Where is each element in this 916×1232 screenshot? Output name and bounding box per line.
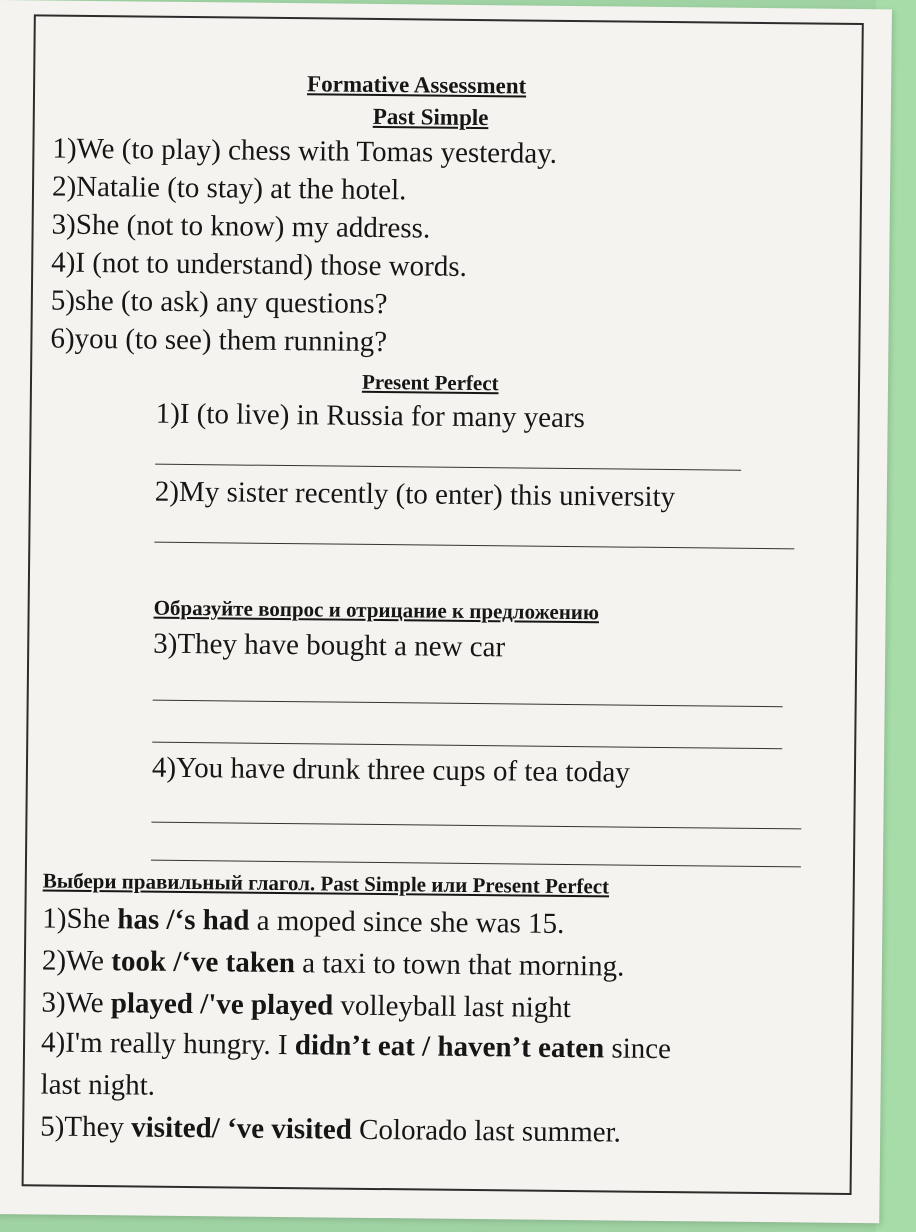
item-text: last night. (40, 1068, 156, 1102)
list-item (42, 902, 564, 940)
item-text: Colorado last summer. (351, 1113, 622, 1149)
item-text: a moped since she was 15. (249, 904, 565, 940)
list-item (42, 944, 625, 983)
list-item: 3)She (not to know) my address. (51, 208, 431, 245)
item-text: 2)We (41, 944, 112, 978)
list-item: 6)you (to see) them running? (50, 322, 388, 359)
list-item (41, 986, 571, 1025)
list-item: 4)I (not to understand) those words. (51, 246, 467, 283)
list-item: 1)We (to play) chess with Tomas yesterday. (52, 132, 558, 170)
item-text: a taxi to town that morning. (294, 947, 625, 983)
verb-choice: didn’t eat / haven’t eaten (294, 1029, 605, 1065)
section-heading-choose-verb: Выбери правильный глагол. Past Simple или Present Perfect (42, 868, 610, 899)
list-item (40, 1068, 155, 1102)
item-text: since (604, 1032, 672, 1066)
item-text: 4)I'm really hungry. I (40, 1026, 296, 1062)
list-item: 3)They have bought a new car (153, 627, 506, 664)
verb-choice: has /‘s had (117, 903, 250, 937)
section-heading-present-perfect: Present Perfect (361, 369, 499, 396)
list-item: 4)You have drunk three cups of tea today (151, 751, 630, 789)
verb-choice: played /'ve played (110, 987, 334, 1022)
verb-choice: visited/ ‘ve visited (131, 1111, 353, 1146)
list-item: 5)she (to ask) any questions? (50, 284, 388, 321)
section-heading-past-simple: Past Simple (372, 103, 489, 131)
list-item: 1)I (to live) in Russia for many years (155, 397, 586, 435)
verb-choice: took /‘ve taken (111, 945, 296, 980)
item-text: 1)She (42, 902, 118, 936)
list-item (41, 1026, 671, 1066)
worksheet-title: Formative Assessment (307, 71, 527, 99)
list-item: 2)My sister recently (to enter) this university (154, 475, 676, 514)
list-item (40, 1110, 621, 1149)
item-text: volleyball last night (333, 989, 571, 1025)
item-text: 5)They (40, 1110, 132, 1144)
item-text: 3)We (41, 986, 111, 1020)
section-heading-question-negation: Образуйте вопрос и отрицание к предложению (153, 595, 600, 625)
list-item: 2)Natalie (to stay) at the hotel. (51, 170, 407, 207)
